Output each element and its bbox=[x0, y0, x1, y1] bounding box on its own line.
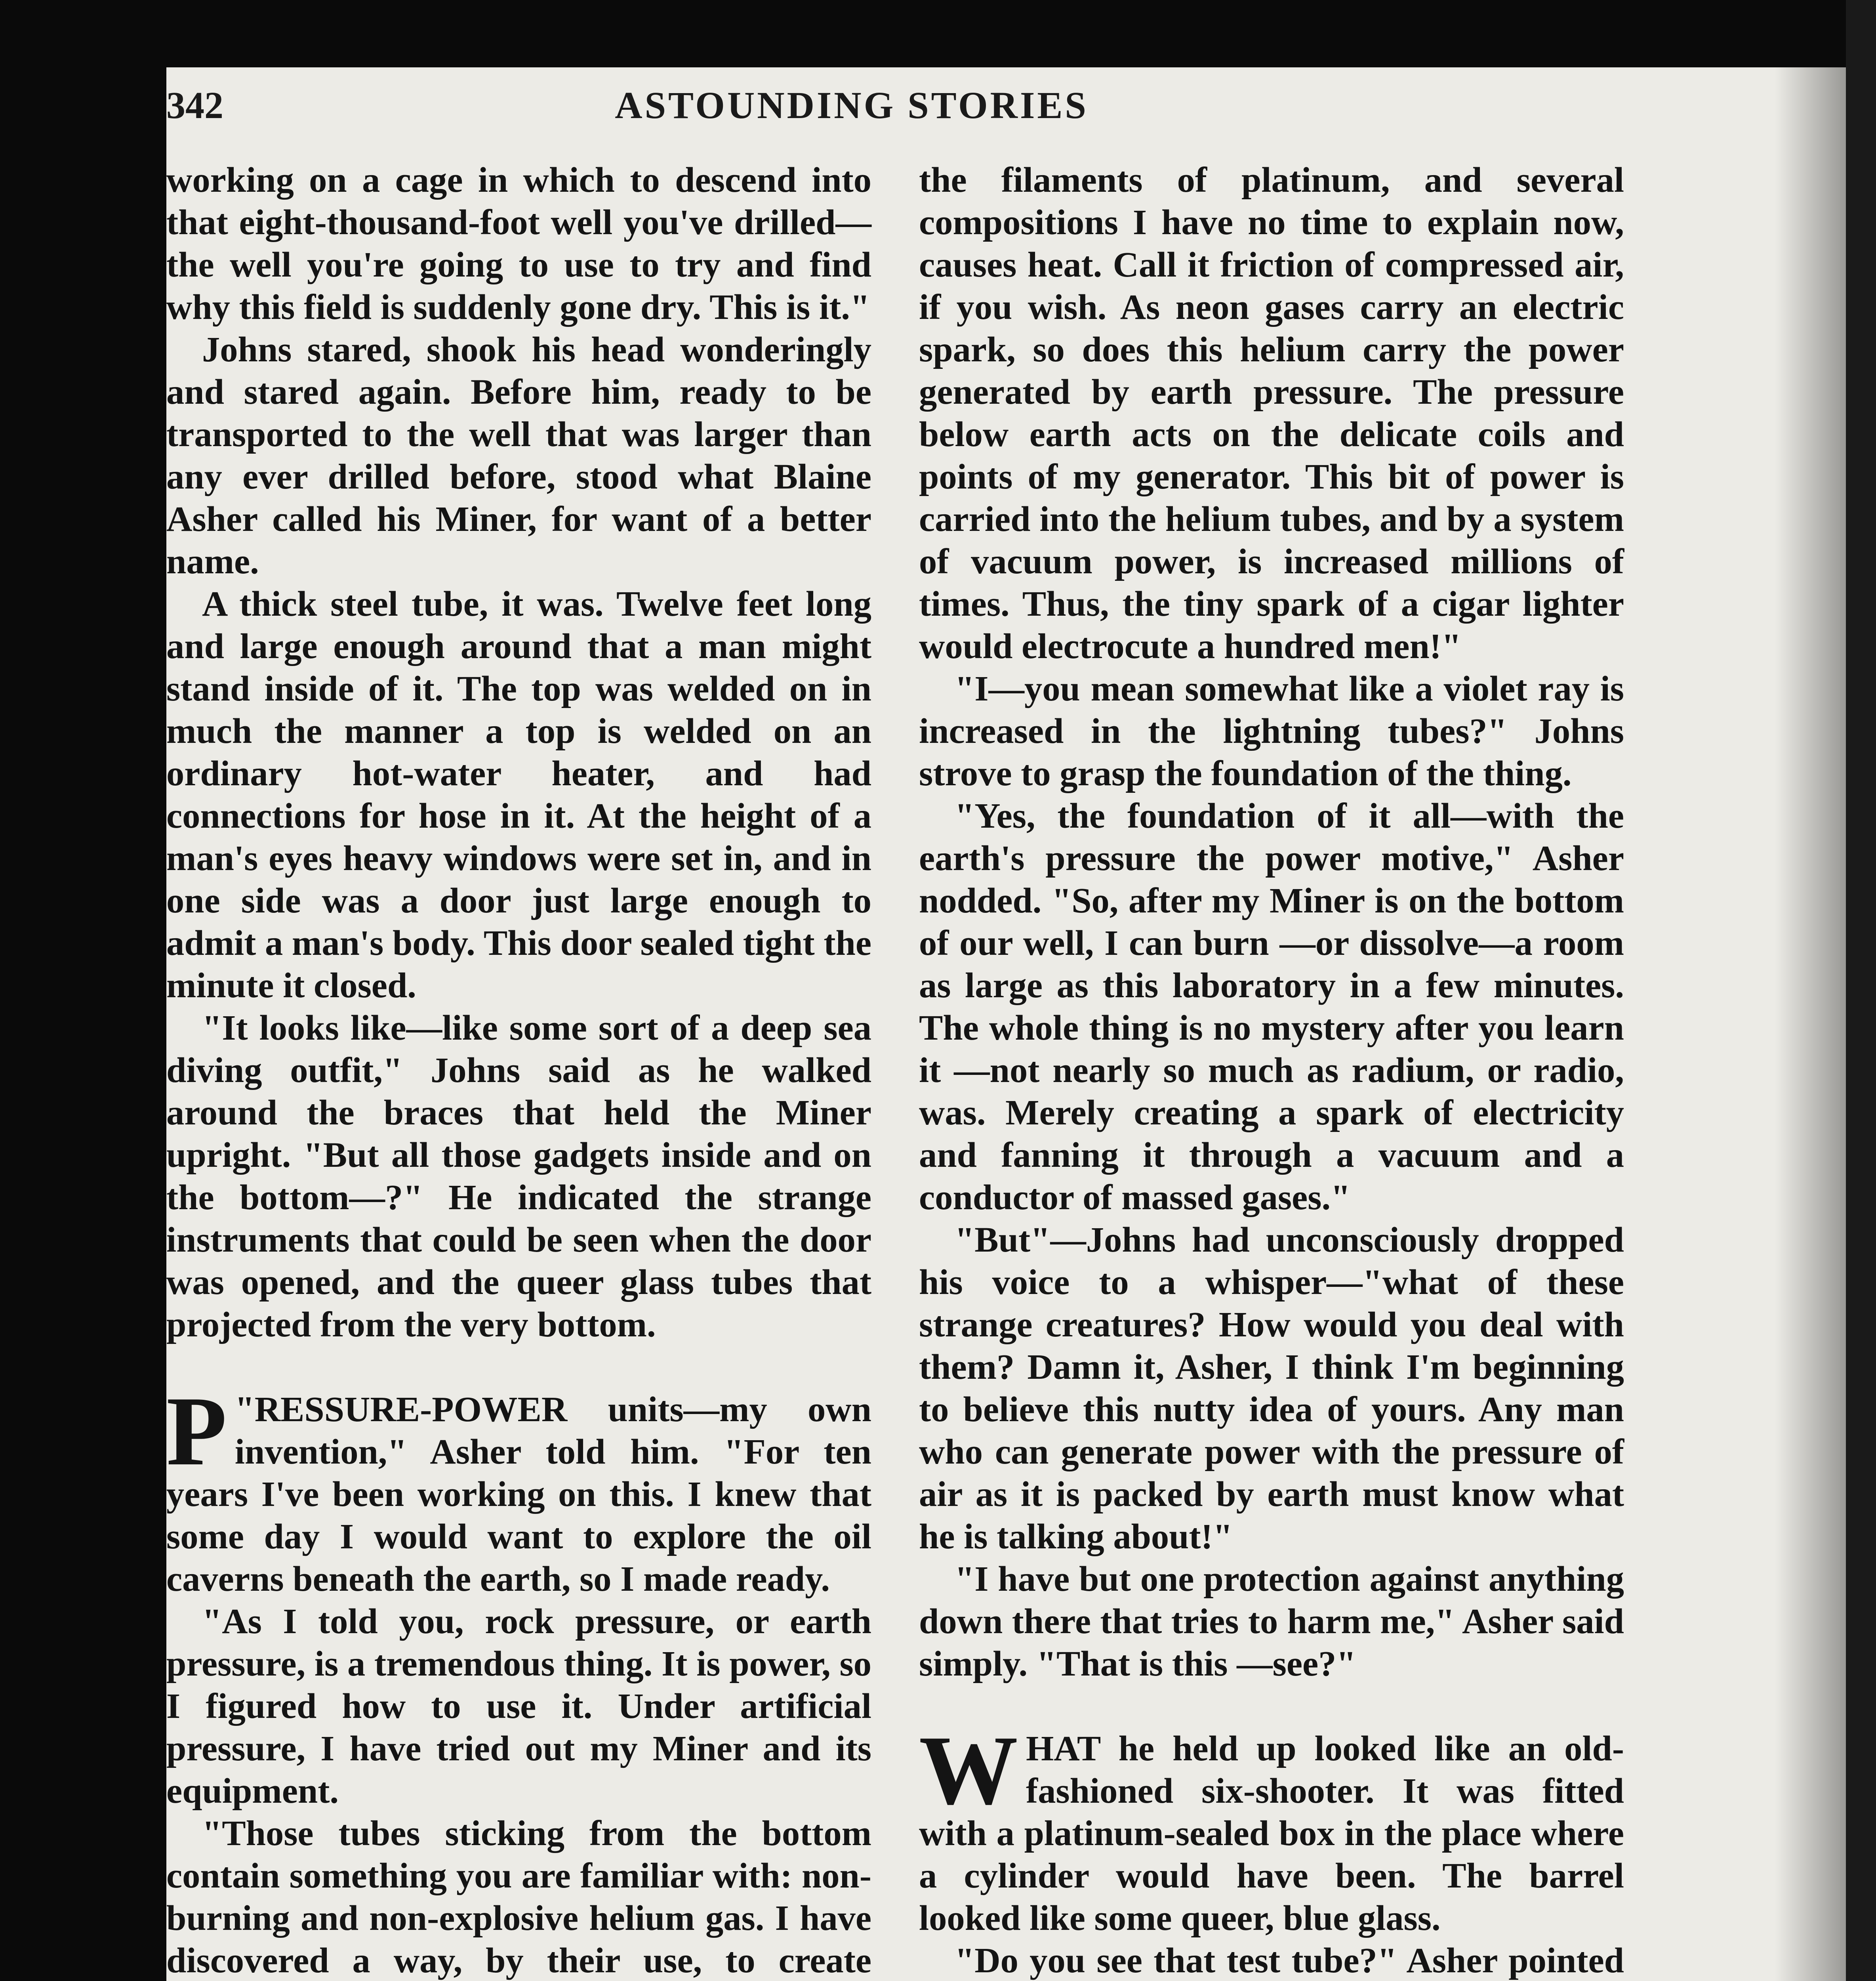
paragraph: A thick steel tube, it was. Twelve feet long and large enough around that a man might stand inside of it. The top was welded on in much the manner a top is welded on an ordinary hot-water heater, and had connections for hose in it. At the height of a man's eyes heavy windows were set in, and in one side was a door just large enough to admit a man's body. This door sealed tight the minute it closed. bbox=[166, 584, 871, 1005]
drop-cap-paragraph bbox=[166, 1376, 871, 1600]
paragraph: "It looks like—like some sort of a deep sea diving outfit," Johns said as he walked around the braces that held the Miner upright. "But all those gadgets inside and on the bottom—?" He indicated the strange instruments that could be seen when the door was opened, and the queer glass tubes that projected from the very bottom. bbox=[166, 1008, 871, 1344]
paragraph: "Those tubes sticking from the bottom contain something you are familiar with: non-burning and non-explosive helium gas. I have discovered a way, by their use, to create bbox=[166, 1813, 871, 1980]
paragraph: the filaments of platinum, and several compositions I have no time to explain now, causes heat. Call it friction of compressed air, if you wish. As neon gases carry an electric spark, so does this helium carry the power generated by earth pressure. The pressure below earth acts on the delicate coils and points of my generator. This bit of power is carried into the helium tubes, and by a system of vacuum power, is increased millions of times. Thus, the tiny spark of a cigar lighter would electrocute a hundred men!" bbox=[919, 160, 1624, 666]
paragraph-text: RESSURE-POWER units—my own invention," Asher told him. "For ten years I've been working on this. I knew that some day I would want to explore the oil caverns beneath the earth, so I made ready. bbox=[166, 1389, 871, 1599]
paragraph: "I—you mean somewhat like a violet ray is increased in the lightning tubes?" Johns strove to grasp the foundation of the thing. bbox=[919, 668, 1624, 793]
opening-quote: " bbox=[234, 1389, 255, 1429]
paragraph: "Yes, the foundation of it all—with the earth's pressure the power motive," Asher nodded. "So, after my Miner is on the bottom of our well, I can burn —or dissolve—a room as large as this laboratory in a few minutes. The whole thing is no mystery after you learn it —not nearly so much as radium, or radio, was. Merely creating a spark of electricity and fanning it through a vacuum and a conductor of massed gases." bbox=[919, 796, 1624, 1217]
paragraph: working on a cage in which to descend into that eight-thousand-foot well you've drilled—the well you're going to use to try and find why this field is suddenly gone dry. This is it." bbox=[166, 160, 871, 327]
paragraph: "I have but one protection against anything down there that tries to harm me," Asher said simply. "That is this —see?" bbox=[919, 1559, 1624, 1683]
paragraph-text: HAT he held up looked like an old-fashioned six-shooter. It was fitted with a platinum-sealed box in the place where a cylinder would have been. The barrel looked like some queer, blue glass. bbox=[919, 1728, 1624, 1938]
drop-cap-paragraph bbox=[919, 1716, 1624, 1939]
paragraph: "As I told you, rock pressure, or earth pressure, is a tremendous thing. It is power, so I figured how to use it. Under artificial pressure, I have tried out my Miner and its equipment. bbox=[166, 1601, 871, 1811]
section-break bbox=[166, 1345, 871, 1388]
left-column bbox=[166, 158, 871, 1981]
drop-cap: W bbox=[919, 1716, 1018, 1825]
page-header bbox=[166, 83, 1537, 139]
section-break bbox=[919, 1685, 1624, 1727]
paragraph: "But"—Johns had unconsciously dropped his voice to a whisper—"what of these strange creatures? How would you deal with them? Damn it, Asher, I think I'm beginning to believe this nutty idea of yours. Any man who can generate power with the pressure of air as it is packed by earth must know what he is talking about!" bbox=[919, 1220, 1624, 1556]
running-title: ASTOUNDING STORIES bbox=[615, 84, 1089, 126]
page-edge-shadow bbox=[1846, 0, 1876, 1981]
right-column bbox=[919, 158, 1624, 1981]
paragraph: Johns stared, shook his head wonderingly and stared again. Before him, ready to be transported to the well that was larger than any ever drilled before, stood what Blaine Asher called his Miner, for want of a better name. bbox=[166, 329, 871, 581]
page-number: 342 bbox=[166, 84, 223, 126]
drop-cap: P bbox=[166, 1376, 227, 1486]
paragraph: "Do you see that test tube?" Asher pointed bbox=[955, 1940, 1624, 1980]
